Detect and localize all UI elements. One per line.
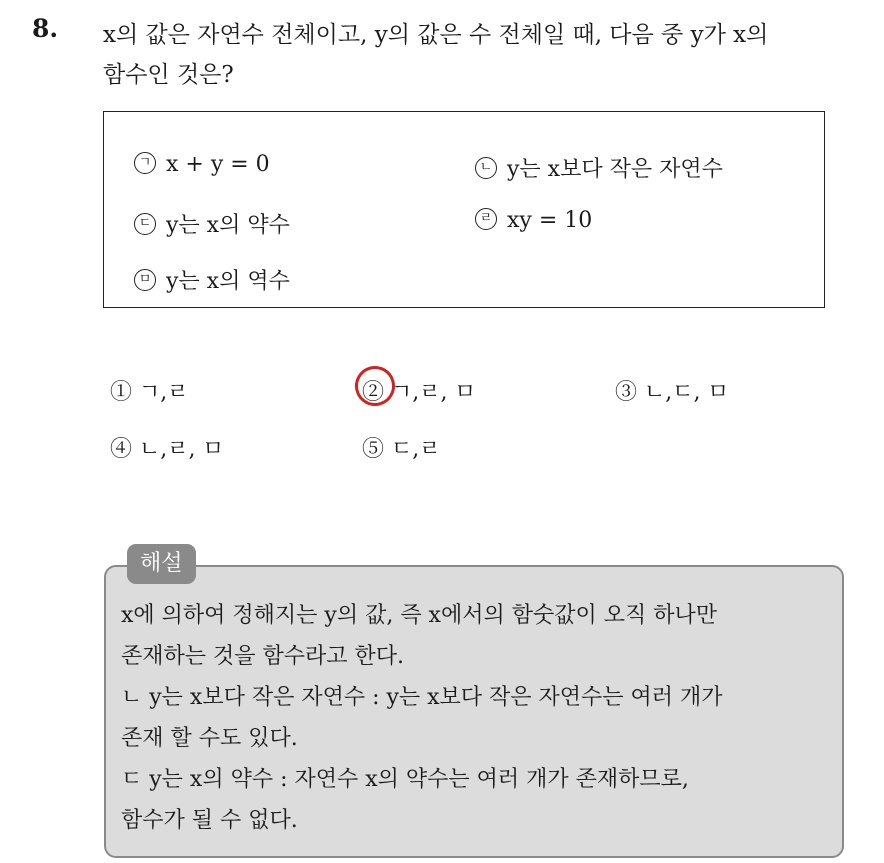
condition-text: xy = 10 [507, 208, 593, 233]
choice-5[interactable] [362, 432, 441, 463]
question-number: 8. [32, 14, 59, 43]
solution-line-5: ㄷ y는 x의 약수 : 자연수 x의 약수는 여러 개가 존재하므로, [121, 767, 689, 792]
condition-text: y는 x의 역수 [166, 269, 290, 294]
condition-giyeok [134, 152, 270, 177]
circled-digeut-icon: ㄷ [134, 213, 156, 235]
solution-line-2: 존재하는 것을 함수라고 한다. [121, 644, 404, 669]
choice-answer: ㄷ,ㄹ [391, 437, 441, 462]
solution-tag: 해설 [127, 544, 196, 584]
condition-text: x + y = 0 [166, 152, 270, 177]
choice-answer: ㄱ,ㄹ, ㅁ [391, 380, 476, 405]
circled-giyeok-icon: ㄱ [134, 152, 156, 174]
condition-digeut [134, 208, 290, 239]
choice-answer: ㄱ,ㄹ [139, 380, 189, 405]
condition-text: y는 x보다 작은 자연수 [507, 157, 723, 182]
choice-answer: ㄴ,ㄹ, ㅁ [139, 437, 224, 462]
circled-nieun-icon: ㄴ [475, 157, 497, 179]
solution-line-3: ㄴ y는 x보다 작은 자연수 : y는 x보다 작은 자연수는 여러 개가 [121, 685, 723, 710]
choice-3[interactable] [615, 375, 729, 406]
circled-rieul-icon: ㄹ [475, 208, 497, 230]
circled-mieum-icon: ㅁ [134, 269, 156, 291]
choice-number: ③ [615, 380, 638, 405]
choice-number: ④ [110, 437, 133, 462]
choice-number: ⑤ [362, 437, 385, 462]
solution-line-1: x에 의하여 정해지는 y의 값, 즉 x에서의 함숫값이 오직 하나만 [121, 603, 717, 628]
question-text-line-2: 함수인 것은? [103, 62, 234, 88]
question-text-line-1: x의 값은 자연수 전체이고, y의 값은 수 전체일 때, 다음 중 y가 x의 [103, 22, 769, 48]
solution-line-6: 함수가 될 수 없다. [121, 808, 298, 833]
choice-number: ① [110, 380, 133, 405]
condition-text: y는 x의 약수 [166, 213, 290, 238]
choice-4[interactable] [110, 432, 224, 463]
choice-answer: ㄴ,ㄷ, ㅁ [644, 380, 729, 405]
choice-number: ② [362, 380, 385, 405]
condition-mieum [134, 264, 290, 295]
condition-rieul [475, 208, 592, 233]
solution-line-4: 존재 할 수도 있다. [121, 726, 298, 751]
choice-1[interactable] [110, 375, 189, 406]
condition-nieun [475, 152, 723, 183]
